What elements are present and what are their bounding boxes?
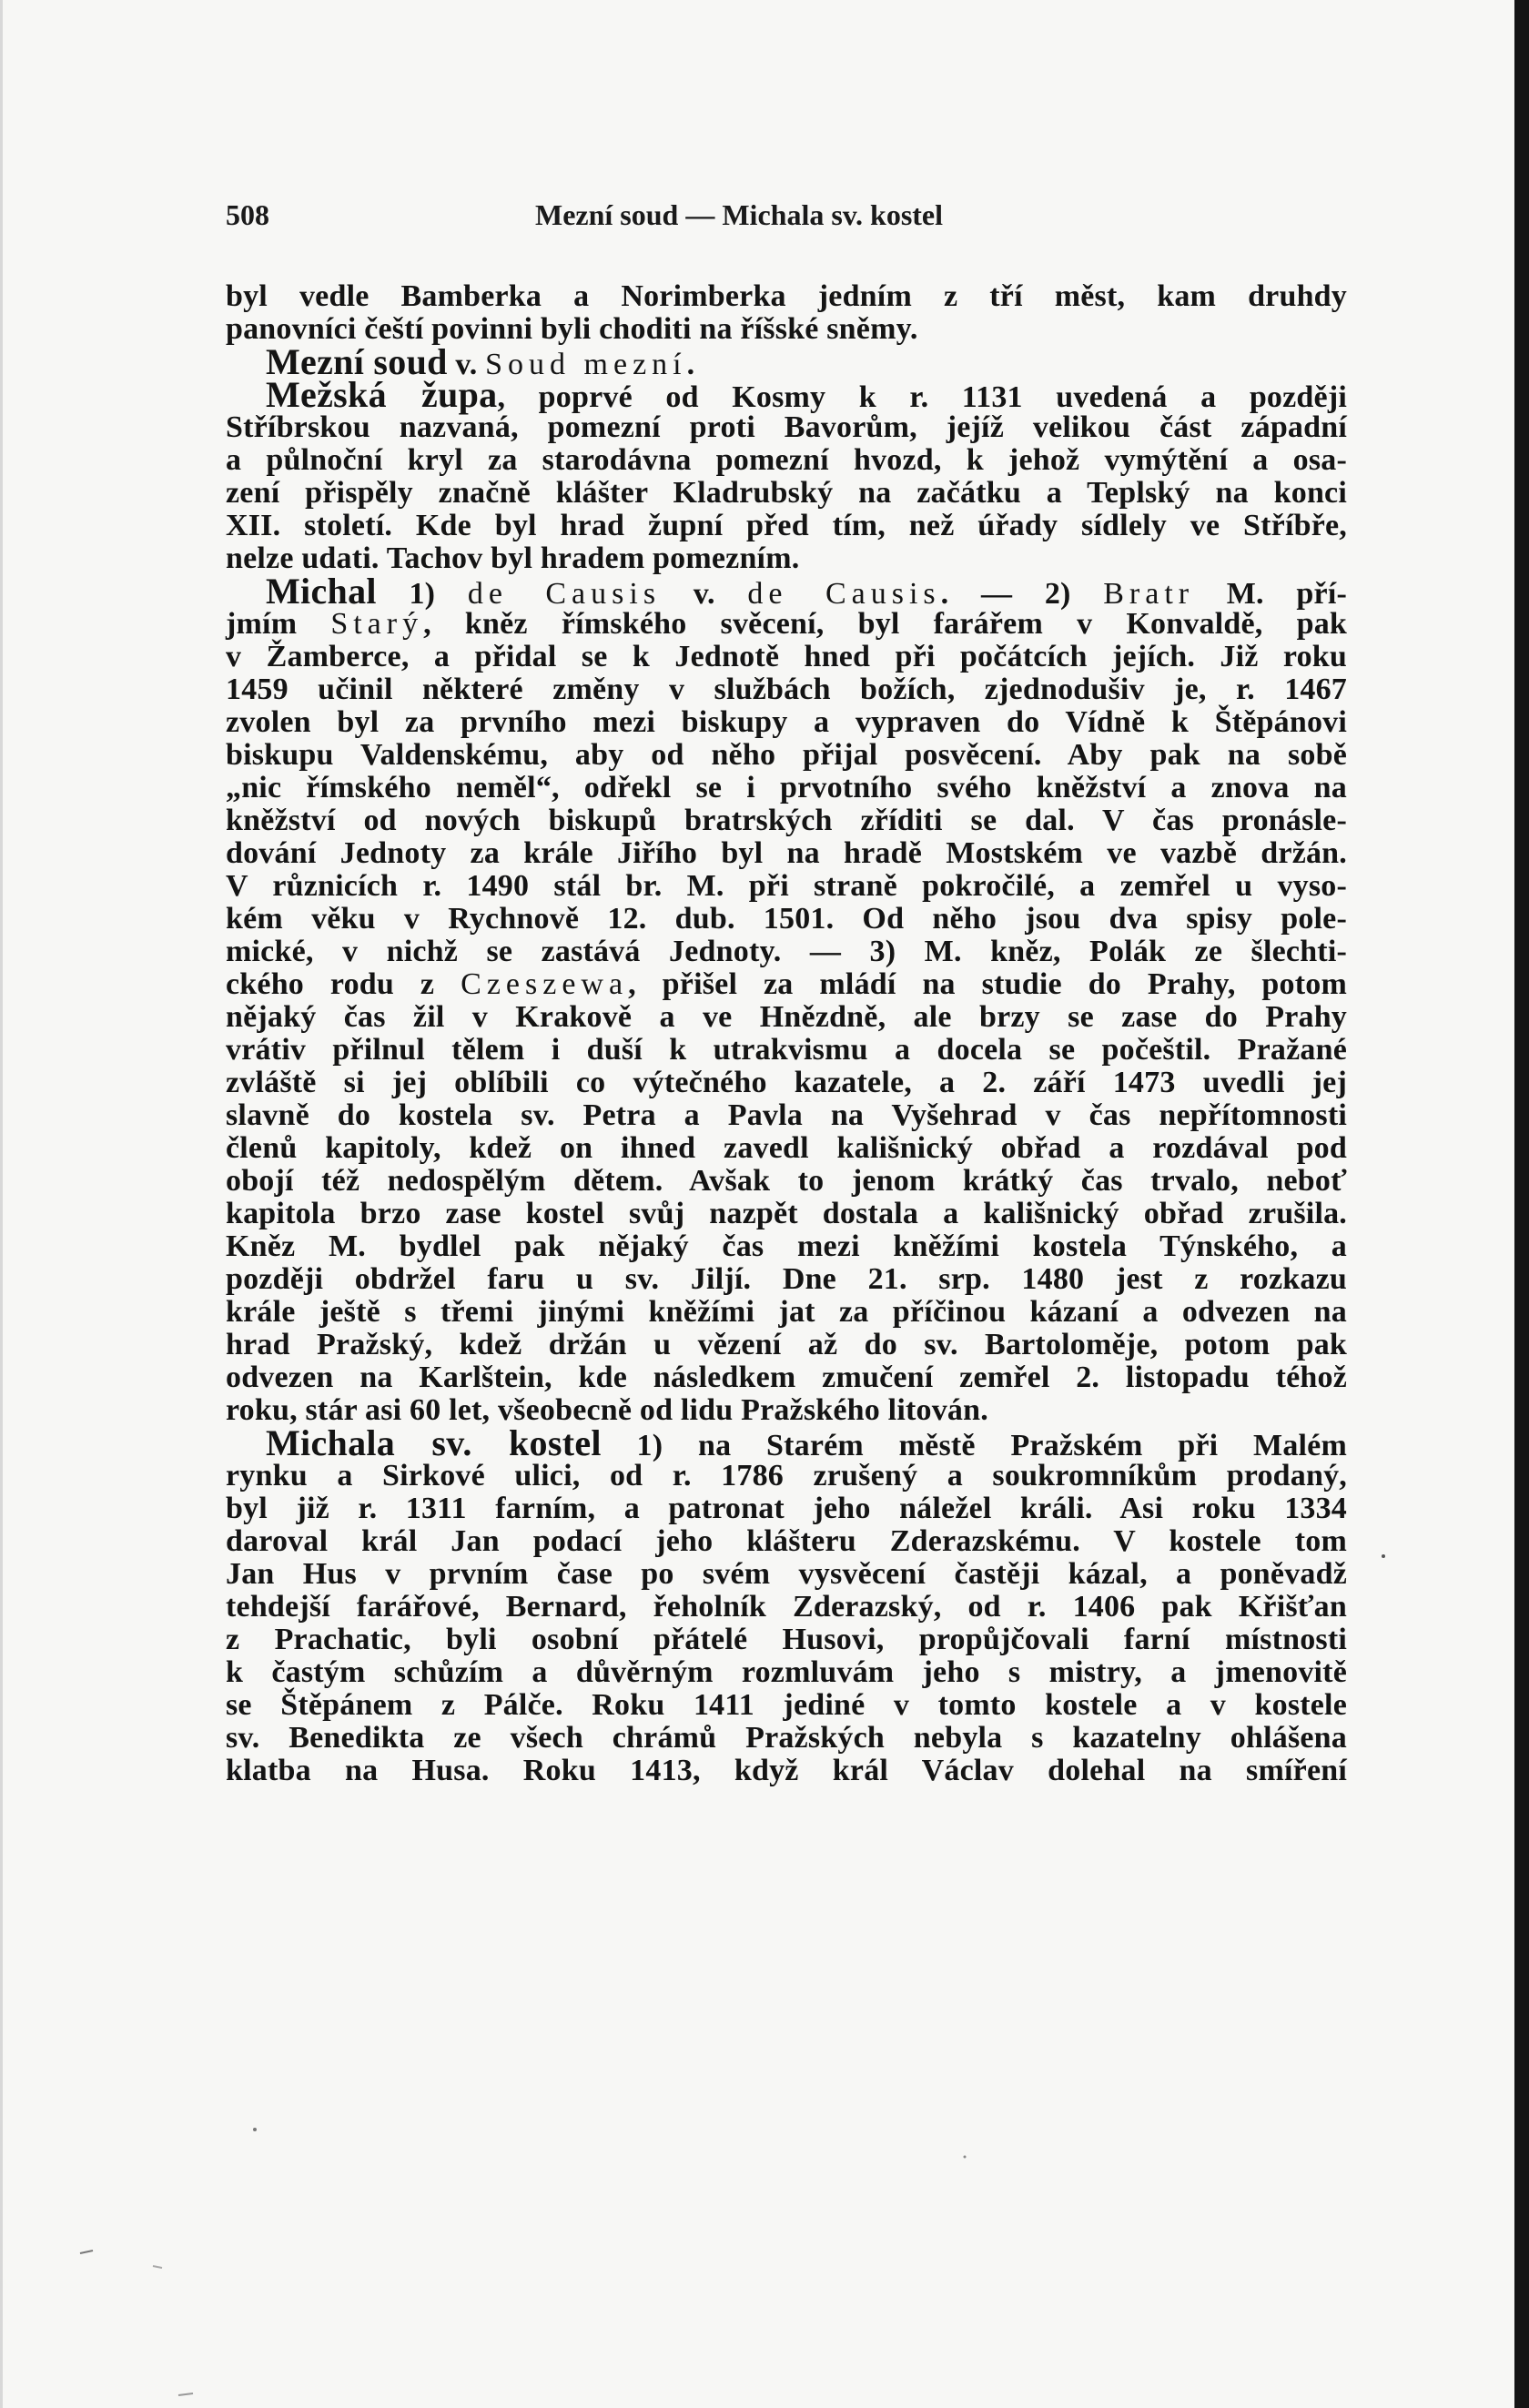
text-line: krále ještě s třemi jinými kněžími jat za příčinou kázaní a odvezen na [226, 1295, 1347, 1329]
text-line: a půlnoční kryl za starodávna pomezní hvozd, k jehož vymýtění a osa- [226, 443, 1347, 477]
scan-edge [1514, 0, 1529, 2408]
text-line: „nic římského neměl“, odřekl se i prvotního svého kněžství a znova na [226, 771, 1347, 804]
text-line: nějaký čas žil v Krakově a ve Hnězdně, ale brzy se zase do Prahy [226, 1000, 1347, 1034]
text-line: XII. století. Kde byl hrad župní před tím, než úřady sídlely ve Stříbře, [226, 509, 1347, 542]
headword: Mezní soud [266, 341, 448, 382]
text-line: v Žamberce, a přidal se k Jednotě hned při počátcích jejích. Již roku [226, 640, 1347, 673]
text-line: dování Jednoty za krále Jiřího byl na hradě Mostském ve vazbě držán. [226, 836, 1347, 870]
text-line: jmím Starý, kněz římského svěcení, byl farářem v Konvaldě, pak [226, 607, 1347, 641]
text-line: rynku a Sirkové ulici, od r. 1786 zrušený a soukromníkům prodaný, [226, 1459, 1347, 1492]
text-line: Jan Hus v prvním čase po svém vysvěcení častěji kázal, a poněvadž [226, 1557, 1347, 1591]
text-line: biskupu Valdenskému, aby od něho přijal posvěcení. Aby pak na sobě [226, 738, 1347, 772]
text-line: byl již r. 1311 farním, a patronat jeho náležel králi. Asi roku 1334 [226, 1492, 1347, 1525]
text-line: obojí též nedospělým dětem. Avšak to jenom krátký čas trvalo, neboť [226, 1164, 1347, 1198]
text-line: 1459 učinil některé změny v službách božích, zjednodušiv je, r. 1467 [226, 673, 1347, 706]
text-line: ckého rodu z Czeszewa, přišel za mládí na studie do Prahy, potom [226, 967, 1347, 1001]
text-line: nelze udati. Tachov byl hradem pomezním. [226, 541, 800, 575]
entry-michala-kostel: Michala sv. kostel 1) na Starém městě Pražském při Malém [266, 1422, 1347, 1463]
text-line: zvláště si jej oblíbili co výtečného kazatele, a 2. září 1473 uvedli jej [226, 1066, 1347, 1099]
text-line: z Prachatic, byli osobní přátelé Husovi, propůjčovali farní místnosti [226, 1623, 1347, 1656]
text-line: roku, stár asi 60 let, všeobecně od lidu Pražského litován. [226, 1393, 988, 1427]
entry-michal: Michal 1) de Causis v. de Causis. — 2) Bratr M. pří- [266, 571, 1347, 612]
text-line: hrad Pražský, kdež držán u vězení až do sv. Bartoloměje, potom pak [226, 1328, 1347, 1361]
text-line: zvolen byl za prvního mezi biskupy a vypraven do Vídně k Štěpánovi [226, 705, 1347, 739]
running-title: Mezní soud — Michala sv. kostel [535, 198, 944, 231]
page-number: 508 [226, 198, 269, 231]
headword: Mežská župa [266, 374, 498, 415]
text-line: mické, v nichž se zastává Jednoty. — 3) M. kněz, Polák ze šlechti- [226, 935, 1347, 968]
entry-mezska-zupa: Mežská župa, poprvé od Kosmy k r. 1131 uvedená a později [266, 374, 1347, 415]
text-line: slavně do kostela sv. Petra a Pavla na Vyšehrad v čas nepřítomnosti [226, 1098, 1347, 1132]
entry-mezni-soud: Mezní soud v. Soud mezní. [266, 341, 695, 382]
text-line: daroval král Jan podací jeho klášteru Zderazskému. V kostele tom [226, 1524, 1347, 1558]
text-line: klatba na Husa. Roku 1413, když král Václav dolehal na smíření [226, 1754, 1347, 1787]
text-line: zení přispěly značně klášter Kladrubský na začátku a Teplský na konci [226, 476, 1347, 510]
body-text [226, 280, 1347, 1787]
text-line: k častým schůzím a důvěrným rozmluvám jeho s mistry, a jmenovitě [226, 1655, 1347, 1689]
text-line: vrátiv přilnul tělem i duší k utrakvismu a docela se počeštil. Pražané [226, 1033, 1347, 1067]
text-line: se Štěpánem z Pálče. Roku 1411 jediné v tomto kostele a v kostele [226, 1688, 1347, 1722]
text-line: V různicích r. 1490 stál br. M. při straně pokročilé, a zemřel u vyso- [226, 869, 1347, 903]
text-line: kém věku v Rychnově 12. dub. 1501. Od něho jsou dva spisy pole- [226, 902, 1347, 936]
text-line: tehdejší farářové, Bernard, řeholník Zderazský, od r. 1406 pak Křišťan [226, 1590, 1347, 1624]
headword: Michal [266, 571, 377, 612]
text-line: kněžství od nových biskupů bratrských zříditi se dal. V čas pronásle- [226, 804, 1347, 837]
text-line: kapitola brzo zase kostel svůj nazpět dostala a kališnický obřad zrušila. [226, 1197, 1347, 1230]
headword: Michala sv. kostel [266, 1422, 602, 1463]
text-line: Kněz M. bydlel pak nějaký čas mezi kněžími kostela Týnského, a [226, 1229, 1347, 1263]
text-line: odvezen na Karlštein, kde následkem zmučení zemřel 2. listopadu téhož [226, 1361, 1347, 1394]
text-line: Stříbrskou nazvaná, pomezní proti Bavorům, jejíž velikou část západní [226, 410, 1347, 444]
text-line: sv. Benedikta ze všech chrámů Pražských nebyla s kazatelny ohlášena [226, 1721, 1347, 1755]
text-line: členů kapitoly, kdež on ihned zavedl kališnický obřad a rozdával pod [226, 1131, 1347, 1165]
text-line: byl vedle Bamberka a Norimberka jedním z tří měst, kam druhdy [226, 279, 1347, 313]
text-line: později obdržel faru u sv. Jiljí. Dne 21. srp. 1480 jest z rozkazu [226, 1262, 1347, 1296]
text-line: panovníci čeští povinni byli choditi na říšské sněmy. [226, 312, 918, 346]
